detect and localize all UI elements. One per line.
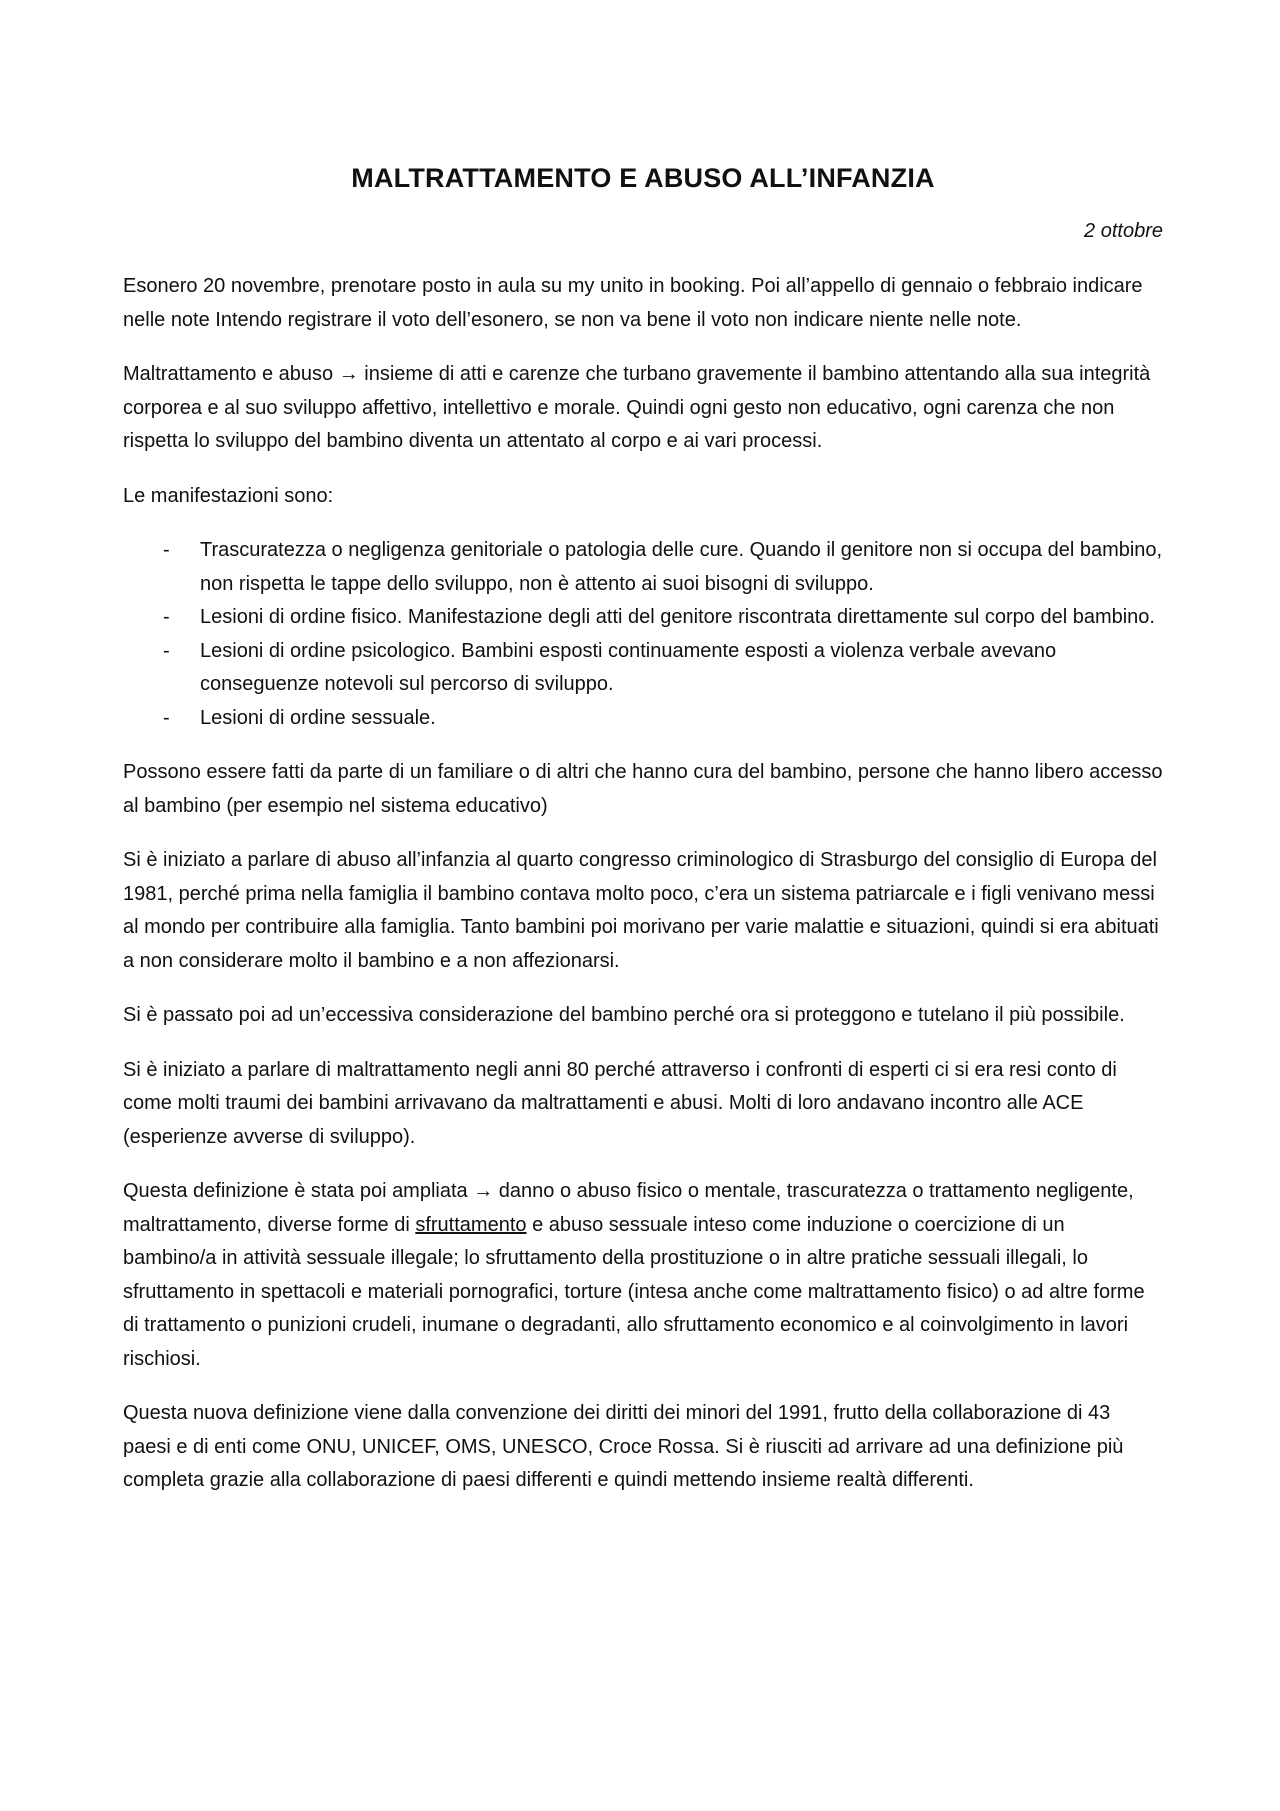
- paragraph-esonero: Esonero 20 novembre, prenotare posto in aula su my unito in booking. Poi all’appello di gennaio o febbraio indicare nelle note Intendo registrare il voto dell’esonero, se non va bene il voto non indicare niente nelle note.: [123, 275, 1143, 331]
- list-item-text: Trascuratezza o negligenza genitoriale o patologia delle cure. Quando il genitore non si occupa del bambino, non rispetta le tappe dello sviluppo, non è attento ai suoi bisogni di sviluppo.: [200, 539, 1163, 595]
- extended-definition-lead: Questa definizione è stata poi ampliata: [123, 1180, 468, 1203]
- arrow-right-icon: →: [338, 363, 359, 386]
- underlined-word: sfruttamento: [415, 1213, 527, 1236]
- paragraph-perpetrators: Possono essere fatti da parte di un familiare o di altri che hanno cura del bambino, persone che hanno libero accesso al bambino (per esempio nel sistema educativo): [123, 761, 1163, 817]
- document-title: MALTRATTAMENTO E ABUSO ALL’INFANZIA: [351, 163, 935, 193]
- definition-text: insieme di atti e carenze che turbano gravemente il bambino attentando alla sua integrità corporea e al suo sviluppo affettivo, intellettivo e morale. Quindi ogni gesto non educativo, ogni carenza che non rispetta lo sviluppo del bambino diventa un attentato al corpo e ai vari processi.: [123, 363, 1151, 453]
- paragraph-history-1981: Si è iniziato a parlare di abuso all’infanzia al quarto congresso criminologico di Strasburgo del consiglio di Europa del 1981, perché prima nella famiglia il bambino contava molto poco, c’era un sistema patriarcale e i figli venivano messi al mondo per contribuire alla famiglia. Tanto bambini poi morivano per varie malattie e situazioni, quindi si era abituati a non considerare molto il bambino e a non affezionarsi.: [123, 849, 1159, 972]
- paragraph-manifestations-intro: Le manifestazioni sono:: [123, 484, 334, 507]
- paragraph-convention-1991: Questa nuova definizione viene dalla convenzione dei diritti dei minori del 1991, frutto della collaborazione di 43 paesi e di enti come ONU, UNICEF, OMS, UNESCO, Croce Rossa. Si è riusciti ad arrivare ad una definizione più completa grazie alla collaborazione di paesi differenti e quindi mettendo insieme realtà differenti.: [123, 1402, 1124, 1492]
- paragraph-extended-definition: [123, 1175, 1163, 1376]
- arrow-right-icon: →: [473, 1180, 494, 1203]
- document-date: 2 ottobre: [1084, 220, 1163, 243]
- list-item-text: Lesioni di ordine psicologico. Bambini esposti continuamente esposti a violenza verbale avevano conseguenze notevoli sul percorso di sviluppo.: [200, 639, 1057, 696]
- bullet-dash: -: [163, 539, 170, 562]
- bullet-dash: -: [163, 706, 170, 729]
- paragraph-history-80s: Si è iniziato a parlare di maltrattamento negli anni 80 perché attraverso i confronti di esperti ci si era resi conto di come molti traumi dei bambini arrivavano da maltrattamenti e abusi. Molti di loro andavano incontro alle ACE (esperienze avverse di sviluppo).: [123, 1058, 1117, 1148]
- list-item-text: Lesioni di ordine sessuale.: [200, 706, 436, 729]
- paragraph-definition: [123, 358, 1163, 459]
- manifestations-list: [123, 534, 1163, 735]
- list-item-text: Lesioni di ordine fisico. Manifestazione degli atti del genitore riscontrata direttamente sul corpo del bambino.: [200, 606, 1155, 629]
- bullet-dash: -: [163, 639, 170, 662]
- list-item: [123, 601, 1163, 635]
- list-item: [123, 534, 1163, 601]
- list-item: [123, 635, 1163, 702]
- list-item: [123, 702, 1163, 736]
- paragraph-excessive-consideration: Si è passato poi ad un’eccessiva considerazione del bambino perché ora si proteggono e tutelano il più possibile.: [123, 1004, 1125, 1027]
- bullet-dash: -: [163, 606, 170, 629]
- definition-lead: Maltrattamento e abuso: [123, 363, 334, 386]
- extended-definition-rest: e abuso sessuale inteso come induzione o coercizione di un bambino/a in attività sessuale illegale; lo sfruttamento della prostituzione o in altre pratiche sessuali illegali, lo sfruttamento in spettacoli e materiali pornografici, torture (intesa anche come maltrattamento fisico) o ad altre forme di trattamento o punizioni crudeli, inumane o degradanti, allo sfruttamento economico e al coinvolgimento in lavori rischiosi.: [123, 1213, 1145, 1370]
- extended-definition-mid: danno o abuso fisico o mentale, trascuratezza o trattamento negligente, maltrattamento, diverse forme di: [123, 1180, 1134, 1236]
- document-page: [123, 150, 1163, 1519]
